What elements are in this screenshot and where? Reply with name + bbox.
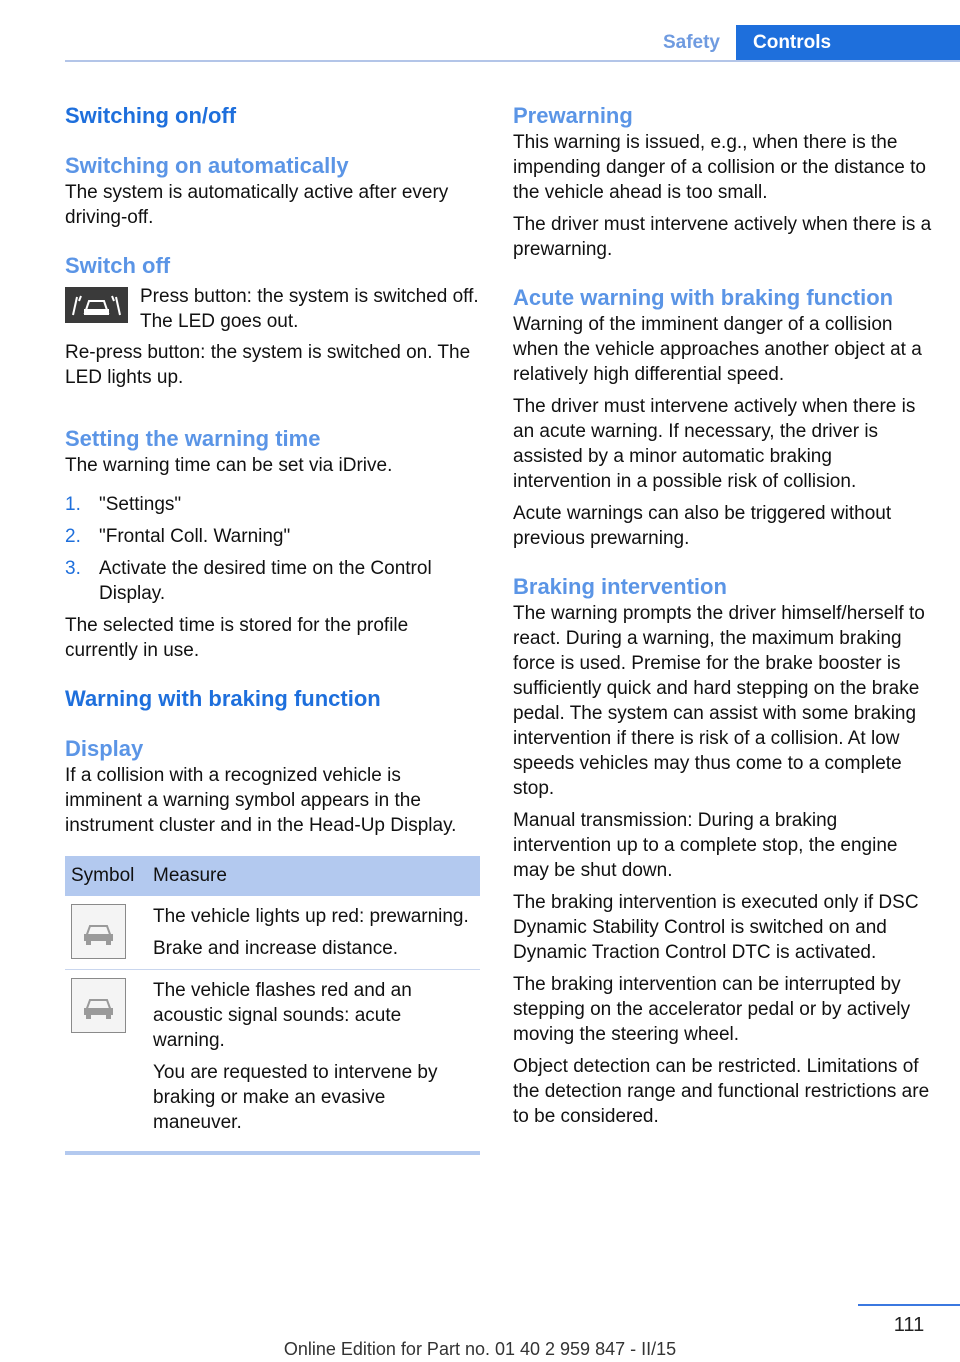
switch-off-row [65, 284, 480, 340]
measure-prewarning: The vehicle lights up red: prewarning. [153, 906, 469, 927]
list-item [65, 492, 480, 517]
heading-switch-off: Switch off [65, 253, 171, 278]
text-display: If a collision with a recognized vehicle is imminent a warning symbol appears in the instrument cluster and in the Head-Up Display. [65, 765, 457, 836]
step-text: Activate the desired time on the Control Display. [99, 558, 432, 604]
heading-switching-on-off: Switching on/off [65, 103, 237, 128]
heading-braking-intervention: Braking intervention [513, 574, 727, 599]
text-prewarning-1: This warning is issued, e.g., when there is the impending danger of a collision or the distance to the vehicle ahead is too small. [513, 132, 926, 203]
column-header-measure: Measure [147, 856, 480, 896]
left-column [65, 102, 480, 1155]
text-intervention-1: The warning prompts the driver himself/herself to react. During a warning, the maximum braking force is used. Premise for the brake booster is sufficiently quick and hard stepping on the brake pedal. The system can assist with some braking intervention if there is risk of a collision. At low speeds vehicles may thus come to a complete stop. [513, 603, 925, 799]
step-number: 3. [65, 558, 81, 579]
measure-brake: Brake and increase distance. [153, 938, 399, 959]
text-intervention-3: The braking intervention is executed only if DSC Dynamic Stability Control is switched on and Dynamic Traction Control DTC is activated. [513, 892, 919, 963]
text-intervention-2: Manual transmission: During a braking intervention up to a complete stop, the engine may be shut down. [513, 810, 898, 881]
page-number: 111 [893, 1314, 925, 1336]
column-header-symbol: Symbol [65, 856, 147, 896]
symbol-table [65, 856, 480, 1143]
steps-list [65, 492, 480, 606]
text-auto: The system is automatically active after every driving-off. [65, 182, 449, 228]
heading-warning-with-braking: Warning with braking function [65, 686, 381, 711]
text-acute-2: The driver must intervene actively when there is an acute warning. If necessary, the driver is assisted by a minor automatic braking intervention in a possible risk of collision. [513, 396, 916, 492]
header-tab-controls[interactable]: Controls [736, 25, 960, 61]
step-text: "Frontal Coll. Warning" [99, 526, 291, 547]
footer-edition: Online Edition for Part no. 01 40 2 959 847 - II/15 [283, 1339, 677, 1359]
right-column [513, 102, 933, 1129]
list-item [65, 524, 480, 549]
list-item [65, 556, 480, 606]
table-row [65, 896, 480, 970]
text-intervention-4: The braking intervention can be interrupted by stepping on the accelerator pedal or by actively moving the steering wheel. [513, 974, 911, 1045]
heading-setting-warning-time: Setting the warning time [65, 426, 321, 451]
heading-switching-on-automatically: Switching on automatically [65, 153, 349, 178]
text-press-button: Press button: the system is switched off. The LED goes out. [140, 286, 479, 332]
vehicle-flashing-icon [71, 978, 126, 1033]
text-prewarning-2: The driver must intervene actively when there is a prewarning. [513, 214, 932, 260]
header-rule [65, 60, 960, 62]
table-bottom-rule [65, 1151, 480, 1155]
text-warning-time: The warning time can be set via iDrive. [65, 455, 393, 476]
text-acute-1: Warning of the imminent danger of a collision when the vehicle approaches another object at a relatively high differential speed. [513, 314, 922, 385]
text-acute-3: Acute warnings can also be triggered without previous prewarning. [513, 503, 892, 549]
heading-prewarning: Prewarning [513, 103, 633, 128]
heading-display: Display [65, 736, 144, 761]
text-intervention-5: Object detection can be restricted. Limitations of the detection range and functional restrictions are to be considered. [513, 1056, 930, 1127]
footer-rule [858, 1304, 960, 1306]
step-text: "Settings" [99, 494, 182, 515]
measure-intervene: You are requested to intervene by braking or make an evasive maneuver. [153, 1062, 438, 1133]
measure-acute-warning: The vehicle flashes red and an acoustic signal sounds: acute warning. [153, 980, 412, 1051]
header-tab-safety[interactable]: Safety [662, 32, 720, 53]
step-number: 2. [65, 526, 81, 547]
collision-warning-button-icon [65, 287, 128, 323]
vehicle-warning-icon [71, 904, 126, 959]
step-number: 1. [65, 494, 81, 515]
text-stored: The selected time is stored for the profile currently in use. [65, 615, 409, 661]
heading-acute-warning: Acute warning with braking function [513, 285, 894, 310]
table-row [65, 970, 480, 1144]
text-repress: Re-press button: the system is switched on. The LED lights up. [65, 342, 471, 388]
